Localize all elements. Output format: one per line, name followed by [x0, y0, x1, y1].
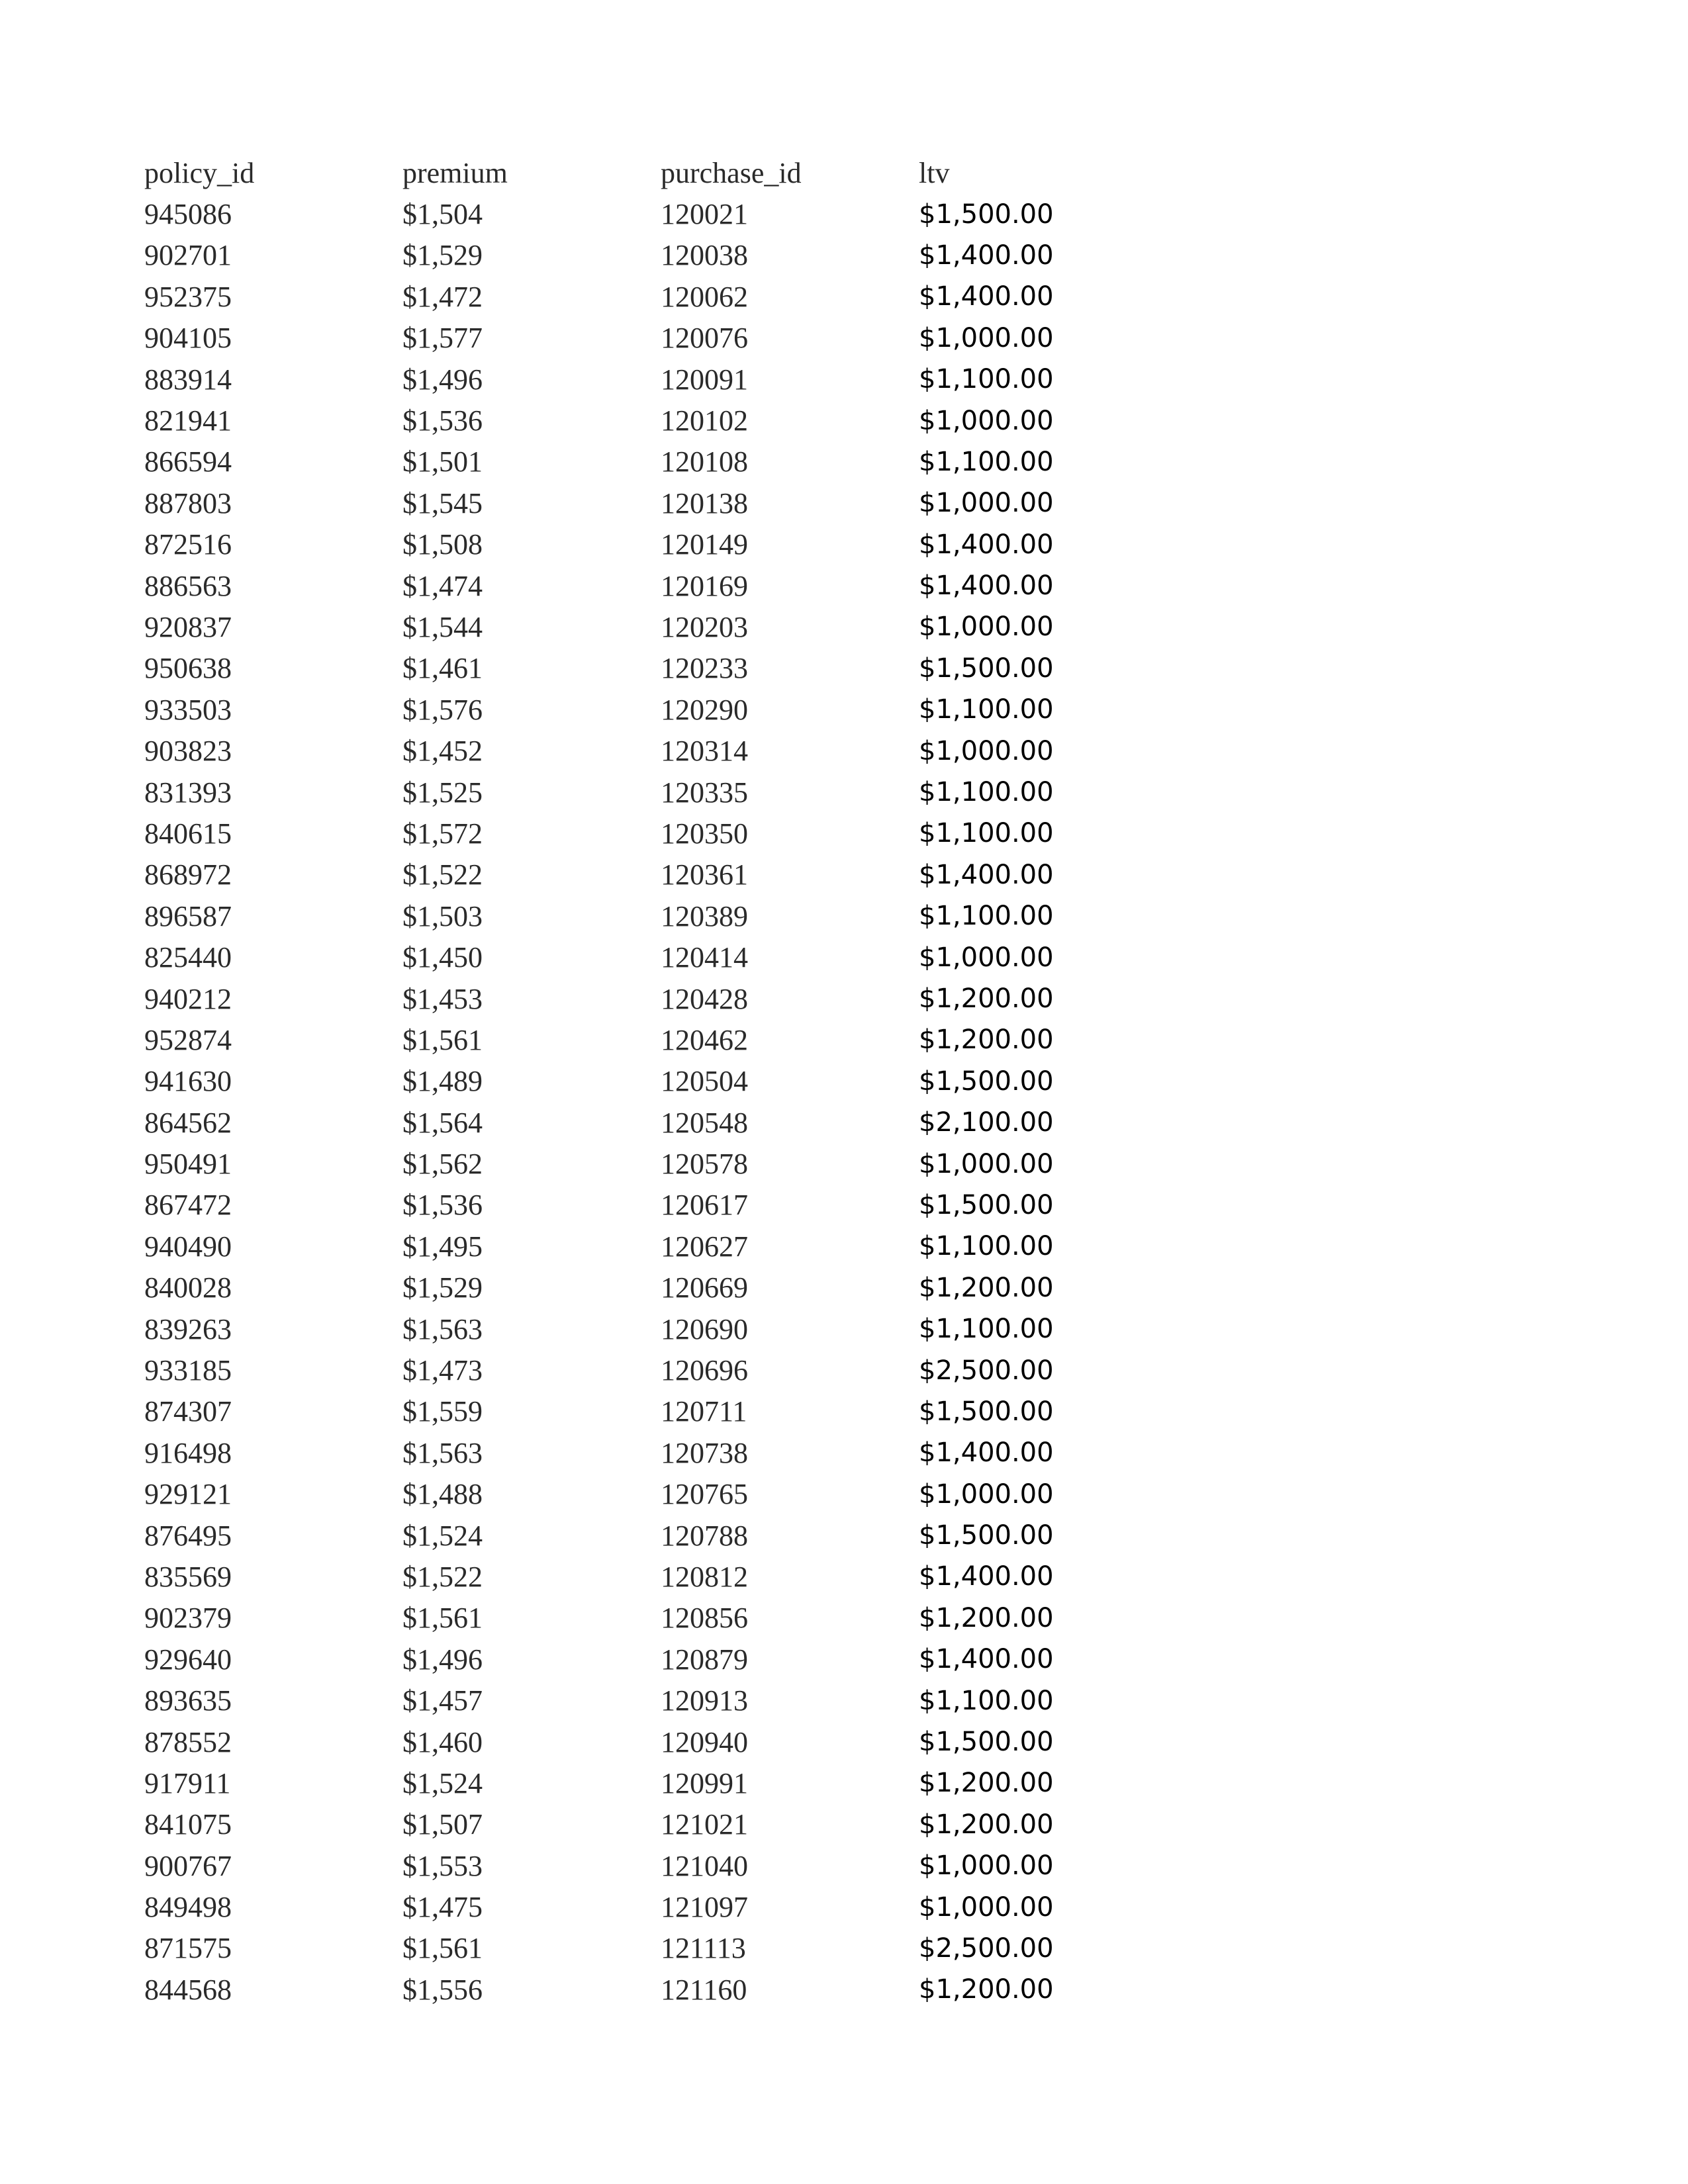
policy-id-cell: 841075 — [144, 1808, 232, 1841]
table-row — [144, 1680, 1137, 1721]
table-row — [144, 1349, 1137, 1390]
premium-cell: $1,504 — [402, 198, 483, 231]
ltv-cell: $1,400.00 — [919, 570, 1054, 602]
ltv-cell: $1,000.00 — [919, 942, 1054, 973]
purchase-id-cell: 120940 — [661, 1725, 748, 1758]
premium-cell: $1,522 — [402, 858, 483, 891]
table-row — [144, 482, 1137, 523]
policy-id-cell: 872516 — [144, 528, 232, 561]
ltv-cell: $1,100.00 — [919, 777, 1054, 808]
header-ltv: ltv — [919, 156, 950, 189]
purchase-id-cell: 120788 — [661, 1519, 748, 1552]
table-row — [144, 1639, 1137, 1680]
ltv-cell: $1,400.00 — [919, 859, 1054, 890]
table-row — [144, 235, 1137, 276]
purchase-id-cell: 120578 — [661, 1148, 748, 1181]
policy-id-cell: 933503 — [144, 693, 232, 726]
premium-cell: $1,474 — [402, 569, 483, 602]
premium-cell: $1,461 — [402, 652, 483, 685]
premium-cell: $1,563 — [402, 1312, 483, 1345]
table-row — [144, 1432, 1137, 1473]
table-row — [144, 606, 1137, 647]
ltv-cell: $2,500.00 — [919, 1933, 1054, 1964]
premium-cell: $1,545 — [402, 486, 483, 520]
header-purchase-id: purchase_id — [661, 156, 802, 189]
policy-id-cell: 886563 — [144, 569, 232, 602]
policy-id-cell: 883914 — [144, 363, 232, 396]
header-policy-id: policy_id — [144, 156, 255, 189]
ltv-cell: $1,500.00 — [919, 1727, 1054, 1758]
purchase-id-cell: 120879 — [661, 1643, 748, 1676]
table-row — [144, 1474, 1137, 1515]
premium-cell: $1,496 — [402, 363, 483, 396]
premium-cell: $1,572 — [402, 817, 483, 850]
policy-id-cell: 871575 — [144, 1932, 232, 1965]
ltv-cell: $1,000.00 — [919, 612, 1054, 643]
policy-id-cell: 952375 — [144, 280, 232, 313]
data-table — [144, 152, 1137, 2011]
policy-id-cell: 902379 — [144, 1602, 232, 1635]
policy-id-cell: 821941 — [144, 404, 232, 437]
policy-id-cell: 878552 — [144, 1725, 232, 1758]
policy-id-cell: 920837 — [144, 610, 232, 643]
ltv-cell: $1,500.00 — [919, 199, 1054, 230]
table-row — [144, 1969, 1137, 2010]
policy-id-cell: 868972 — [144, 858, 232, 891]
purchase-id-cell: 120076 — [661, 322, 748, 355]
ltv-cell: $1,100.00 — [919, 818, 1054, 849]
purchase-id-cell: 120038 — [661, 239, 748, 272]
ltv-cell: $1,000.00 — [919, 488, 1054, 519]
purchase-id-cell: 120290 — [661, 693, 748, 726]
policy-id-cell: 941630 — [144, 1065, 232, 1098]
purchase-id-cell: 120021 — [661, 198, 748, 231]
premium-cell: $1,561 — [402, 1602, 483, 1635]
ltv-cell: $1,200.00 — [919, 983, 1054, 1014]
premium-cell: $1,508 — [402, 528, 483, 561]
table-row — [144, 1598, 1137, 1639]
ltv-cell: $1,400.00 — [919, 529, 1054, 560]
table-row — [144, 359, 1137, 400]
premium-cell: $1,473 — [402, 1354, 483, 1387]
table-row — [144, 1928, 1137, 1969]
premium-cell: $1,561 — [402, 1932, 483, 1965]
header-premium: premium — [402, 156, 508, 189]
ltv-cell: $1,100.00 — [919, 446, 1054, 477]
policy-id-cell: 840028 — [144, 1271, 232, 1304]
premium-cell: $1,564 — [402, 1106, 483, 1139]
table-row — [144, 1845, 1137, 1886]
premium-cell: $1,553 — [402, 1849, 483, 1882]
table-row — [144, 813, 1137, 854]
purchase-id-cell: 121097 — [661, 1891, 748, 1924]
premium-cell: $1,563 — [402, 1436, 483, 1469]
ltv-cell: $1,000.00 — [919, 322, 1054, 353]
policy-id-cell: 866594 — [144, 445, 232, 478]
premium-cell: $1,529 — [402, 239, 483, 272]
table-header-row — [144, 152, 1137, 193]
ltv-cell: $1,100.00 — [919, 1231, 1054, 1262]
table-row — [144, 1391, 1137, 1432]
ltv-cell: $1,500.00 — [919, 1066, 1054, 1097]
purchase-id-cell: 120389 — [661, 899, 748, 933]
premium-cell: $1,496 — [402, 1643, 483, 1676]
table-row — [144, 276, 1137, 317]
ltv-cell: $1,500.00 — [919, 1396, 1054, 1427]
premium-cell: $1,452 — [402, 735, 483, 768]
purchase-id-cell: 121113 — [661, 1932, 746, 1965]
ltv-cell: $1,200.00 — [919, 1809, 1054, 1840]
purchase-id-cell: 120504 — [661, 1065, 748, 1098]
table-row — [144, 1185, 1137, 1226]
ltv-cell: $1,000.00 — [919, 1479, 1054, 1510]
table-row — [144, 565, 1137, 606]
policy-id-cell: 835569 — [144, 1560, 232, 1593]
table-row — [144, 441, 1137, 482]
purchase-id-cell: 120548 — [661, 1106, 748, 1139]
purchase-id-cell: 120108 — [661, 445, 748, 478]
table-row — [144, 1267, 1137, 1308]
purchase-id-cell: 120233 — [661, 652, 748, 685]
premium-cell: $1,536 — [402, 404, 483, 437]
premium-cell: $1,559 — [402, 1395, 483, 1428]
table-row — [144, 730, 1137, 771]
ltv-cell: $1,000.00 — [919, 1148, 1054, 1179]
policy-id-cell: 940490 — [144, 1230, 232, 1263]
premium-cell: $1,488 — [402, 1478, 483, 1511]
premium-cell: $1,507 — [402, 1808, 483, 1841]
purchase-id-cell: 120812 — [661, 1560, 748, 1593]
purchase-id-cell: 120627 — [661, 1230, 748, 1263]
table-row — [144, 1762, 1137, 1803]
policy-id-cell: 876495 — [144, 1519, 232, 1552]
premium-cell: $1,524 — [402, 1519, 483, 1552]
premium-cell: $1,562 — [402, 1148, 483, 1181]
table-row — [144, 1804, 1137, 1845]
table-body — [144, 193, 1137, 2010]
premium-cell: $1,525 — [402, 776, 483, 809]
purchase-id-cell: 120991 — [661, 1766, 748, 1799]
premium-cell: $1,475 — [402, 1891, 483, 1924]
table-row — [144, 1102, 1137, 1143]
ltv-cell: $1,200.00 — [919, 1768, 1054, 1799]
table-row — [144, 1061, 1137, 1102]
ltv-cell: $1,200.00 — [919, 1602, 1054, 1633]
purchase-id-cell: 120690 — [661, 1312, 748, 1345]
policy-id-cell: 929640 — [144, 1643, 232, 1676]
ltv-cell: $1,000.00 — [919, 1850, 1054, 1882]
premium-cell: $1,577 — [402, 322, 483, 355]
premium-cell: $1,536 — [402, 1189, 483, 1222]
table-row — [144, 1143, 1137, 1184]
policy-id-cell: 940212 — [144, 982, 232, 1015]
purchase-id-cell: 120711 — [661, 1395, 747, 1428]
premium-cell: $1,460 — [402, 1725, 483, 1758]
table-row — [144, 400, 1137, 441]
ltv-cell: $1,100.00 — [919, 1314, 1054, 1345]
premium-cell: $1,453 — [402, 982, 483, 1015]
table-row — [144, 1721, 1137, 1762]
purchase-id-cell: 120102 — [661, 404, 748, 437]
purchase-id-cell: 120169 — [661, 569, 748, 602]
ltv-cell: $1,400.00 — [919, 1644, 1054, 1675]
ltv-cell: $1,200.00 — [919, 1272, 1054, 1303]
purchase-id-cell: 120091 — [661, 363, 748, 396]
premium-cell: $1,544 — [402, 610, 483, 643]
table-row — [144, 689, 1137, 730]
premium-cell: $1,561 — [402, 1023, 483, 1056]
policy-id-cell: 887803 — [144, 486, 232, 520]
purchase-id-cell: 120203 — [661, 610, 748, 643]
table-row — [144, 193, 1137, 234]
policy-id-cell: 903823 — [144, 735, 232, 768]
policy-id-cell: 867472 — [144, 1189, 232, 1222]
purchase-id-cell: 120738 — [661, 1436, 748, 1469]
ltv-cell: $1,500.00 — [919, 653, 1054, 684]
purchase-id-cell: 120617 — [661, 1189, 748, 1222]
table-row — [144, 854, 1137, 895]
ltv-cell: $1,400.00 — [919, 240, 1054, 271]
policy-id-cell: 831393 — [144, 776, 232, 809]
table-row — [144, 1556, 1137, 1597]
purchase-id-cell: 120428 — [661, 982, 748, 1015]
policy-id-cell: 839263 — [144, 1312, 232, 1345]
ltv-cell: $1,400.00 — [919, 1437, 1054, 1469]
table-row — [144, 978, 1137, 1019]
purchase-id-cell: 121160 — [661, 1973, 747, 2006]
policy-id-cell: 929121 — [144, 1478, 232, 1511]
policy-id-cell: 874307 — [144, 1395, 232, 1428]
premium-cell: $1,457 — [402, 1684, 483, 1717]
premium-cell: $1,524 — [402, 1766, 483, 1799]
purchase-id-cell: 120350 — [661, 817, 748, 850]
ltv-cell: $1,100.00 — [919, 364, 1054, 395]
premium-cell: $1,472 — [402, 280, 483, 313]
premium-cell: $1,529 — [402, 1271, 483, 1304]
purchase-id-cell: 120149 — [661, 528, 748, 561]
purchase-id-cell: 120913 — [661, 1684, 748, 1717]
table-row — [144, 895, 1137, 936]
premium-cell: $1,503 — [402, 899, 483, 933]
policy-id-cell: 849498 — [144, 1891, 232, 1924]
ltv-cell: $2,500.00 — [919, 1355, 1054, 1386]
ltv-cell: $1,200.00 — [919, 1974, 1054, 2005]
policy-id-cell: 902701 — [144, 239, 232, 272]
ltv-cell: $1,400.00 — [919, 1561, 1054, 1592]
policy-id-cell: 916498 — [144, 1436, 232, 1469]
ltv-cell: $1,000.00 — [919, 405, 1054, 436]
policy-id-cell: 952874 — [144, 1023, 232, 1056]
ltv-cell: $1,100.00 — [919, 694, 1054, 725]
table-row — [144, 936, 1137, 978]
table-row — [144, 524, 1137, 565]
purchase-id-cell: 120669 — [661, 1271, 748, 1304]
purchase-id-cell: 120314 — [661, 735, 748, 768]
table-row — [144, 1226, 1137, 1267]
table-row — [144, 1019, 1137, 1060]
premium-cell: $1,495 — [402, 1230, 483, 1263]
purchase-id-cell: 120696 — [661, 1354, 748, 1387]
policy-id-cell: 825440 — [144, 941, 232, 974]
policy-id-cell: 900767 — [144, 1849, 232, 1882]
table-row — [144, 1886, 1137, 1927]
policy-id-cell: 933185 — [144, 1354, 232, 1387]
premium-cell: $1,556 — [402, 1973, 483, 2006]
purchase-id-cell: 120335 — [661, 776, 748, 809]
ltv-cell: $1,100.00 — [919, 901, 1054, 932]
ltv-cell: $1,000.00 — [919, 735, 1054, 766]
ltv-cell: $2,100.00 — [919, 1107, 1054, 1138]
purchase-id-cell: 120138 — [661, 486, 748, 520]
table-row — [144, 1308, 1137, 1349]
purchase-id-cell: 120765 — [661, 1478, 748, 1511]
ltv-cell: $1,400.00 — [919, 281, 1054, 312]
policy-id-cell: 904105 — [144, 322, 232, 355]
policy-id-cell: 840615 — [144, 817, 232, 850]
purchase-id-cell: 120414 — [661, 941, 748, 974]
premium-cell: $1,576 — [402, 693, 483, 726]
ltv-cell: $1,000.00 — [919, 1891, 1054, 1923]
policy-id-cell: 950638 — [144, 652, 232, 685]
policy-id-cell: 950491 — [144, 1148, 232, 1181]
policy-id-cell: 896587 — [144, 899, 232, 933]
policy-id-cell: 917911 — [144, 1766, 231, 1799]
table-row — [144, 772, 1137, 813]
ltv-cell: $1,200.00 — [919, 1024, 1054, 1056]
purchase-id-cell: 120361 — [661, 858, 748, 891]
table-row — [144, 648, 1137, 689]
purchase-id-cell: 120856 — [661, 1602, 748, 1635]
purchase-id-cell: 121021 — [661, 1808, 748, 1841]
premium-cell: $1,450 — [402, 941, 483, 974]
premium-cell: $1,522 — [402, 1560, 483, 1593]
table-row — [144, 1515, 1137, 1556]
purchase-id-cell: 120462 — [661, 1023, 748, 1056]
premium-cell: $1,489 — [402, 1065, 483, 1098]
ltv-cell: $1,100.00 — [919, 1685, 1054, 1716]
purchase-id-cell: 120062 — [661, 280, 748, 313]
policy-id-cell: 945086 — [144, 198, 232, 231]
policy-id-cell: 844568 — [144, 1973, 232, 2006]
policy-id-cell: 864562 — [144, 1106, 232, 1139]
ltv-cell: $1,500.00 — [919, 1189, 1054, 1220]
ltv-cell: $1,500.00 — [919, 1520, 1054, 1551]
policy-id-cell: 893635 — [144, 1684, 232, 1717]
table-row — [144, 318, 1137, 359]
premium-cell: $1,501 — [402, 445, 483, 478]
purchase-id-cell: 121040 — [661, 1849, 748, 1882]
